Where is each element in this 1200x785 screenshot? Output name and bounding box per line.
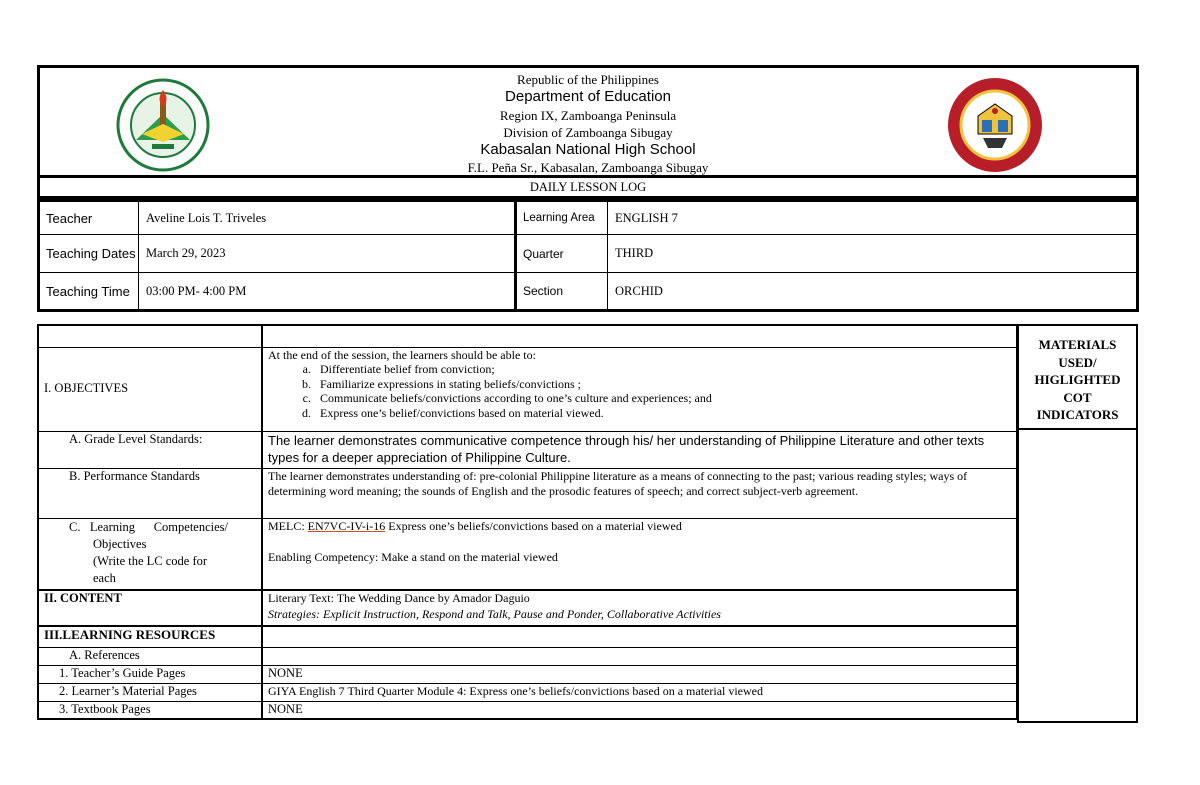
performance-standards-label: B. Performance Standards <box>38 468 262 518</box>
blank-cell <box>262 626 1017 647</box>
school-seal-logo <box>946 76 1044 174</box>
quarter-value: THIRD <box>608 235 1138 273</box>
melc-text: Express one’s beliefs/convictions based on a material viewed <box>385 518 682 533</box>
textbook-label: 3. Textbook Pages <box>38 701 262 719</box>
teaching-dates-label: Teaching Dates <box>39 235 139 273</box>
competencies-label-line: Objectives <box>93 536 147 551</box>
melc-prefix: MELC: <box>268 518 308 533</box>
log-title: DAILY LESSON LOG <box>37 178 1139 199</box>
header-address: F.L. Peña Sr., Kabasalan, Zamboanga Sibugay <box>467 160 709 175</box>
teachers-guide-value: NONE <box>262 665 1017 683</box>
melc-line <box>268 519 1012 535</box>
header-division: Division of Zamboanga Sibugay <box>503 125 673 140</box>
objectives-list <box>268 362 1012 420</box>
objectives-cell <box>262 347 1017 431</box>
references-label: A. References <box>38 647 262 665</box>
grade-standards-text: The learner demonstrates communicative competence through his/ her understanding of Philippine Literature and other texts types for a deeper appreciation of Philippine Culture. <box>262 431 1017 468</box>
competencies-label-line: each <box>93 570 116 585</box>
header-box <box>37 65 1139 178</box>
learners-material-label: 2. Learner’s Material Pages <box>38 683 262 701</box>
teacher-value: Aveline Lois T. Triveles <box>139 201 516 235</box>
teachers-guide-label: 1. Teacher’s Guide Pages <box>38 665 262 683</box>
teaching-dates-value: March 29, 2023 <box>139 235 516 273</box>
competencies-label-line: (Write the LC code for <box>93 553 208 568</box>
info-table <box>37 199 1139 312</box>
enabling-competency: Enabling Competency: Make a stand on the material viewed <box>268 550 558 564</box>
section-label: Section <box>516 273 608 311</box>
objective-item: b. Familiarize expressions in stating beliefs/convictions ; <box>314 377 1012 392</box>
section-value: ORCHID <box>608 273 1138 311</box>
competencies-cell <box>262 518 1017 590</box>
learners-material-value: GIYA English 7 Third Quarter Module 4: Express one’s beliefs/convictions based on a material viewed <box>262 683 1017 701</box>
materials-column <box>1017 324 1138 723</box>
content-text: Literary Text: The Wedding Dance by Amador Daguio <box>268 591 530 605</box>
content-cell <box>262 590 1017 626</box>
grade-standards-label: A. Grade Level Standards: <box>38 431 262 468</box>
objectives-label: I. OBJECTIVES <box>38 347 262 431</box>
blank-cell <box>262 325 1017 347</box>
header-country: Republic of the Philippines <box>517 72 659 87</box>
header-region: Region IX, Zamboanga Peninsula <box>499 108 677 123</box>
quarter-label: Quarter <box>516 235 608 273</box>
lesson-table <box>37 324 1018 720</box>
teaching-time-value: 03:00 PM- 4:00 PM <box>139 273 516 311</box>
objective-item: c. Communicate beliefs/convictions according to one’s culture and experiences; and <box>314 391 1012 406</box>
performance-standards-text: The learner demonstrates understanding of: pre-colonial Philippine literature as a means of connecting to the past; various reading styles; ways of determining word meaning; the sounds of English and the prosodic features of speech; and correct subject-verb agreement. <box>262 468 1017 518</box>
content-label: II. CONTENT <box>38 590 262 626</box>
blank-cell <box>262 647 1017 665</box>
learning-area-label: Learning Area <box>516 201 608 235</box>
header-department: Department of Education <box>505 88 671 105</box>
melc-code: EN7VC-IV-i-16 <box>307 518 386 533</box>
blank-cell <box>38 325 262 347</box>
teacher-label: Teacher <box>39 201 139 235</box>
materials-header: MATERIALS USED/ HIGLIGHTED COT INDICATORS <box>1019 326 1136 430</box>
textbook-value: NONE <box>262 701 1017 719</box>
teaching-time-label: Teaching Time <box>39 273 139 311</box>
learning-area-value: ENGLISH 7 <box>608 201 1138 235</box>
content-strategies: Strategies: Explicit Instruction, Respond and Talk, Pause and Ponder, Collaborative Activities <box>268 606 721 621</box>
competencies-label <box>38 518 262 590</box>
objectives-intro: At the end of the session, the learners should be able to: <box>268 347 536 362</box>
objective-item: d. Express one’s belief/convictions based on material viewed. <box>314 406 1012 421</box>
competencies-label-line: C. Learning Competencies/ <box>69 519 228 534</box>
objective-item: a. Differentiate belief from conviction; <box>314 362 1012 377</box>
header-school: Kabasalan National High School <box>480 141 696 158</box>
resources-label: III.LEARNING RESOURCES <box>38 626 262 647</box>
